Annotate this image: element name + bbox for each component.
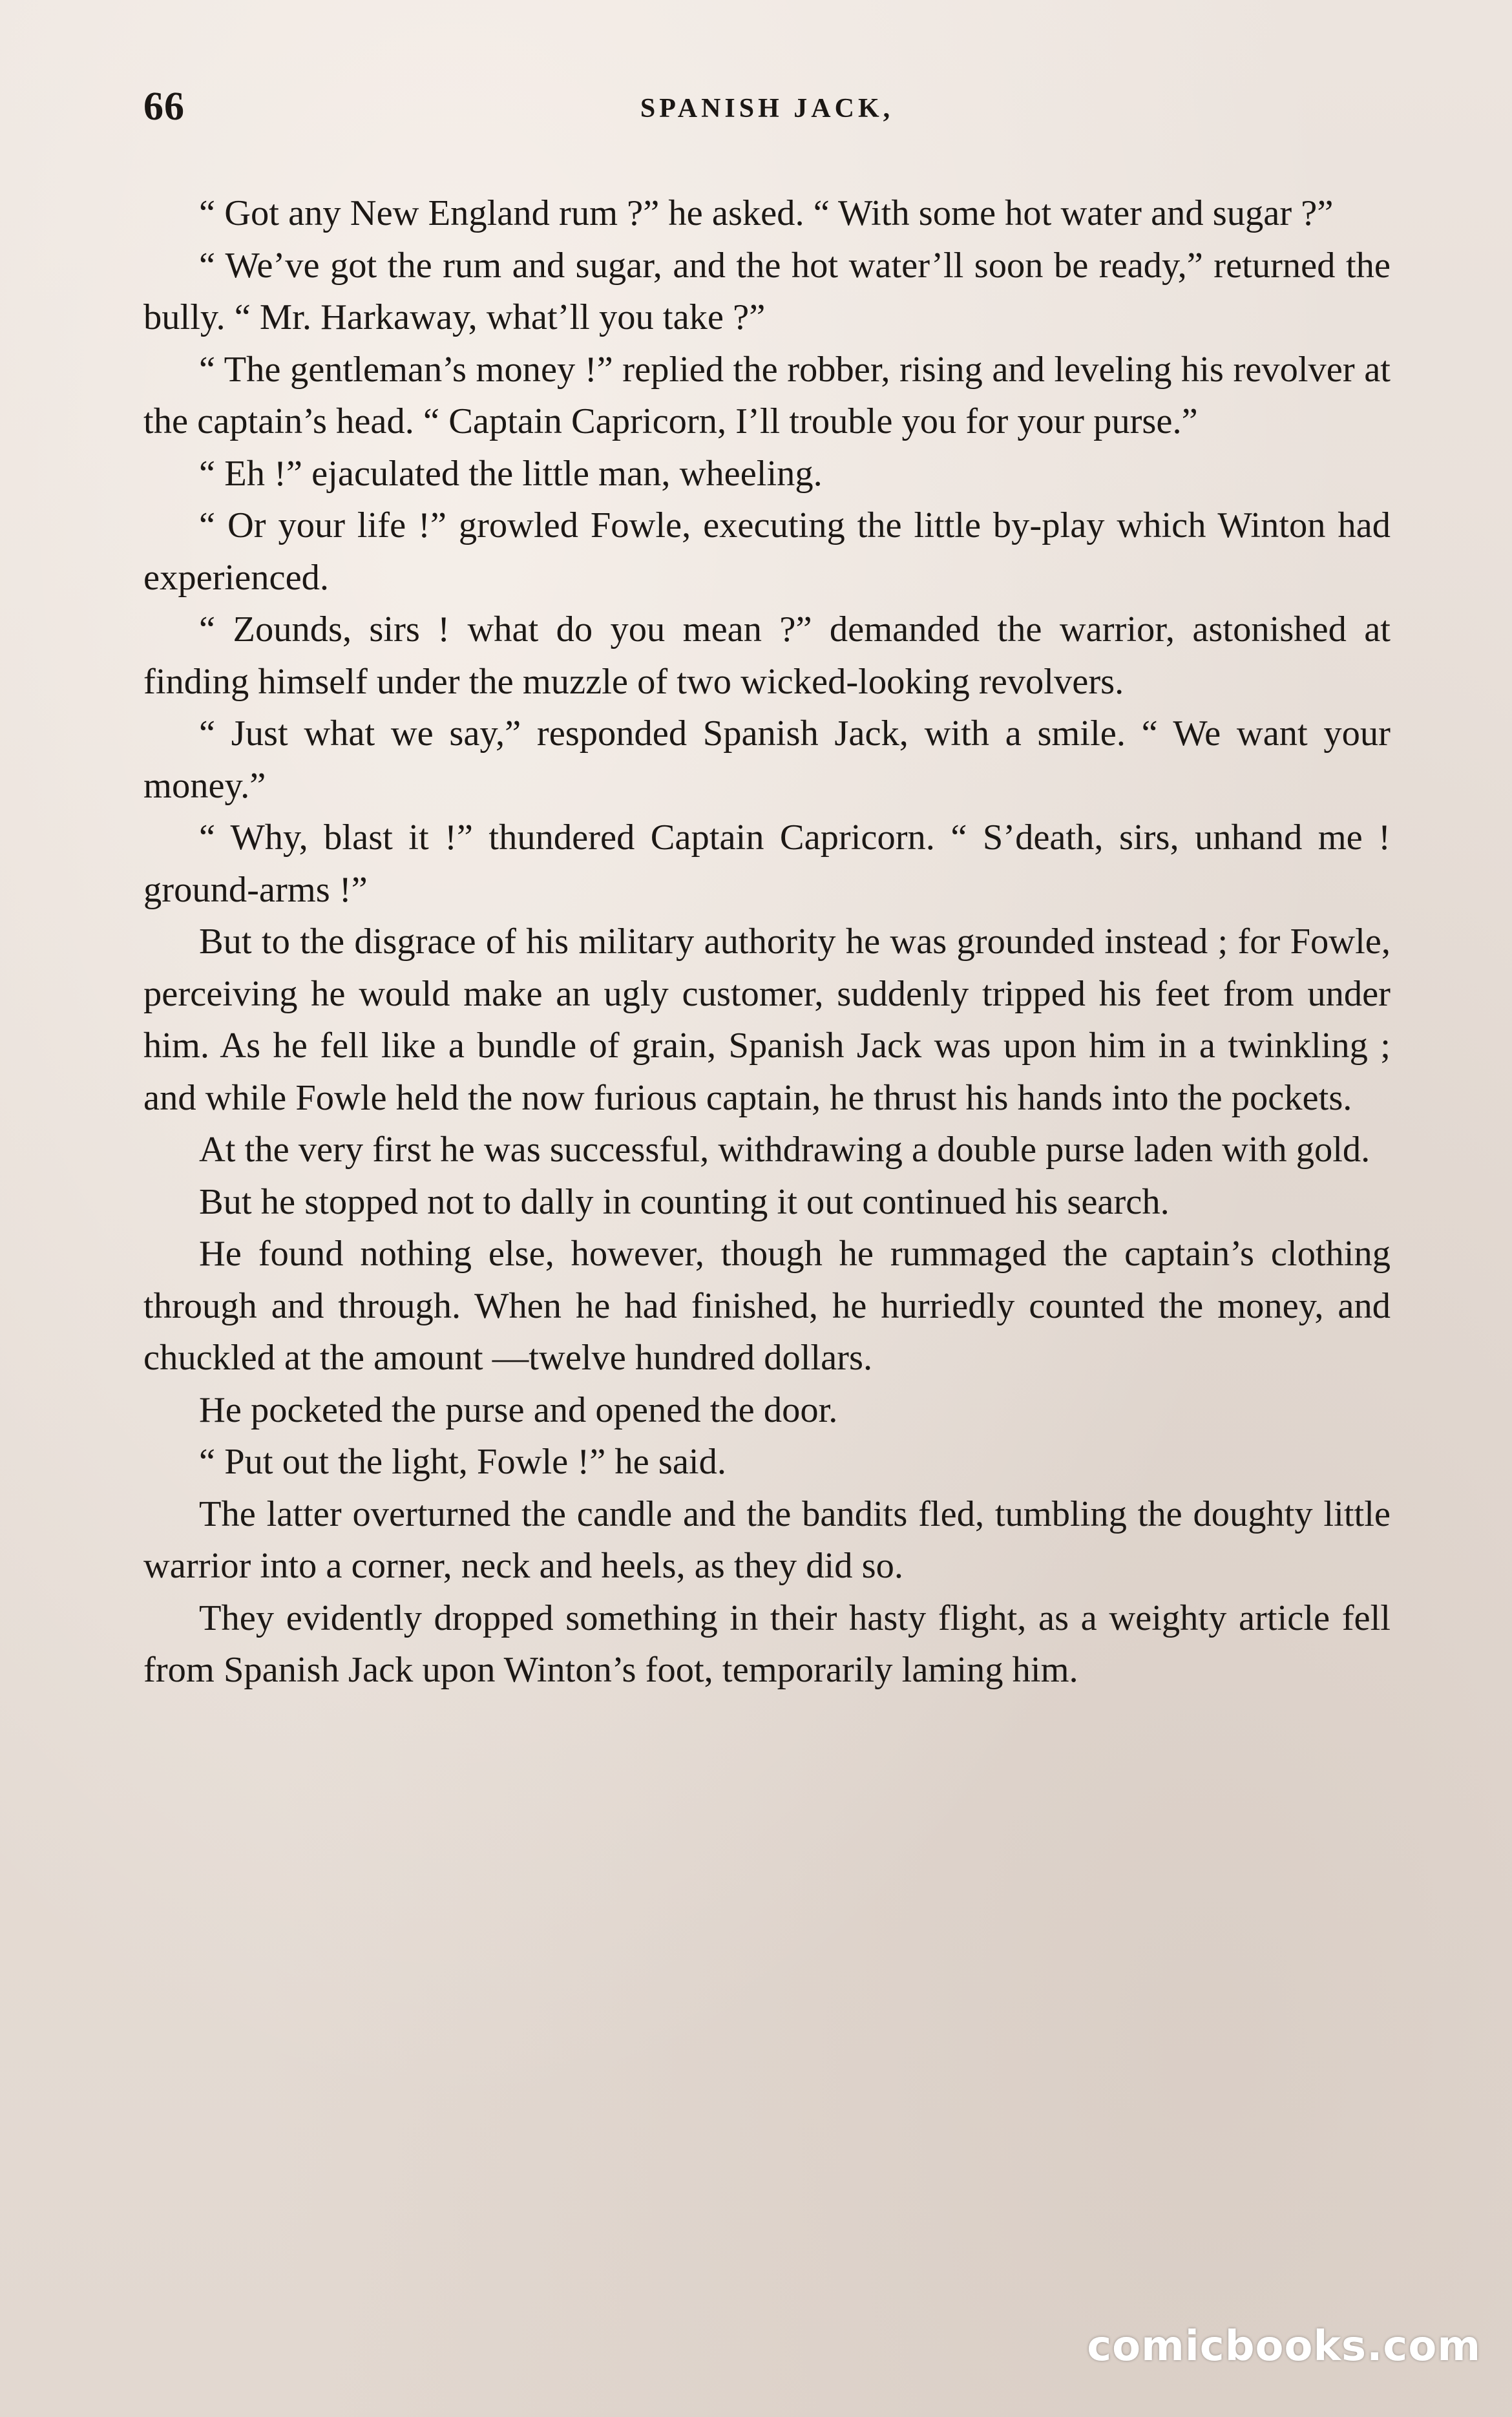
paragraph: But he stopped not to dally in counting it out continued his search.	[199, 1181, 1170, 1222]
paragraph: “ We’ve got the rum and sugar, and the hot water’ll soon be ready,” returned the bully. “ Mr. Harkaway, what’ll you take ?”	[143, 245, 1391, 337]
paragraph: They evidently dropped something in their hasty flight, as a weighty article fell from Spanish Jack upon Winton’s foot, temporarily laming him.	[143, 1598, 1391, 1690]
paragraph: The latter overturned the candle and the bandits fled, tumbling the doughty little warrior into a corner, neck and heels, as they did so.	[143, 1493, 1391, 1586]
paragraph: He pocketed the purse and opened the door.	[199, 1389, 838, 1430]
paragraph: “ Just what we say,” responded Spanish Jack, with a smile. “ We want your money.”	[143, 713, 1391, 806]
paragraph: “ Why, blast it !” thundered Captain Capricorn. “ S’death, sirs, unhand me ! ground-arms !”	[143, 818, 1391, 910]
paragraph: He found nothing else, however, though he rummaged the captain’s clothing through and through. When he had finished, he hurriedly counted the money, and chuckled at the amount —twelve hundred dollars.	[143, 1234, 1391, 1378]
page-header	[143, 84, 1391, 136]
page-number: 66	[143, 85, 185, 129]
paragraph: “ Zounds, sirs ! what do you mean ?” demanded the warrior, astonished at finding himself under the muzzle of two wicked-looking revolvers.	[143, 609, 1391, 702]
paragraph: At the very first he was successful, withdrawing a double purse laden with gold.	[199, 1130, 1370, 1170]
paragraph: “ Got any New England rum ?” he asked. “ With some hot water and sugar ?”	[199, 193, 1334, 233]
paragraph: “ Eh !” ejaculated the little man, wheeling.	[199, 453, 823, 494]
watermark: comicbooks.com	[1087, 2323, 1481, 2370]
paragraph: “ The gentleman’s money !” replied the robber, rising and leveling his revolver at the captain’s head. “ Captain Capricorn, I’ll trouble you for your purse.”	[143, 349, 1391, 441]
paragraph: “ Or your life !” growled Fowle, executing the little by-play which Winton had experienced.	[143, 505, 1391, 598]
paragraph: But to the disgrace of his military authority he was grounded instead ; for Fowle, perceiving he would make an ugly customer, suddenly tripped his feet from under him. As he fell like a bundle of grain, Spanish Jack was upon him in a twinkling ; and while Fowle held the now furious captain, he thrust his hands into the pockets.	[143, 922, 1391, 1118]
paragraph: “ Put out the light, Fowle !” he said.	[199, 1442, 726, 1482]
body-text	[143, 187, 1391, 1696]
running-title: SPANISH JACK,	[640, 94, 894, 123]
